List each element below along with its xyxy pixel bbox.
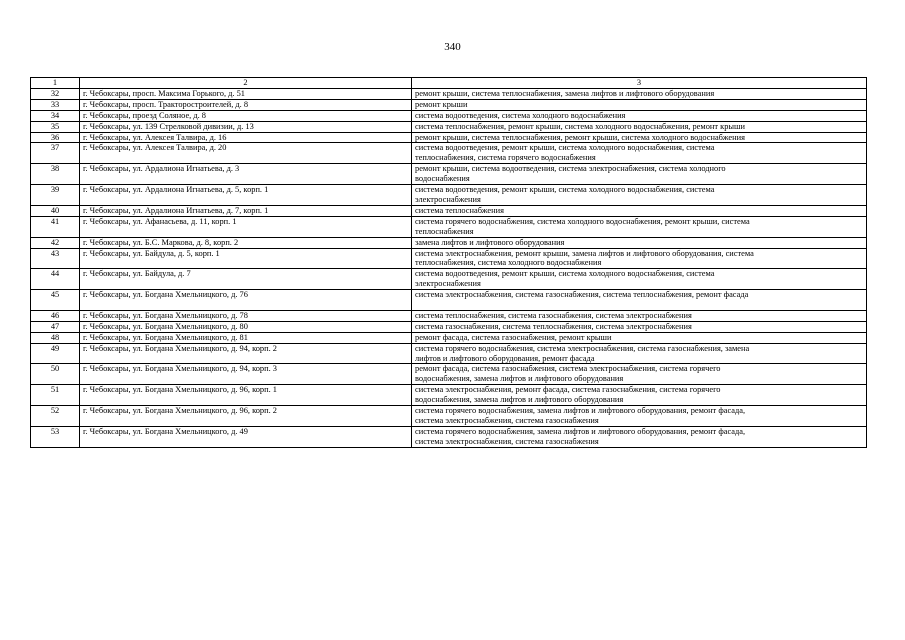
row-number: 52 [31,406,80,427]
row-works [412,343,867,364]
row-works-line: система горячего водоснабжения, система электроснабжения, система газоснабжения, замена [415,343,750,353]
row-works-line: теплоснабжения, система горячего водоснабжения [415,153,596,163]
row-address: г. Чебоксары, ул. Алексея Талвира, д. 20 [80,143,412,164]
row-works-line: теплоснабжения [415,226,474,236]
row-address: г. Чебоксары, ул. Богдана Хмельницкого, д. 49 [80,426,412,447]
row-number: 42 [31,237,80,248]
row-works-line: система теплоснабжения, система газоснабжения, система электроснабжения [415,310,692,320]
row-works-line: лифтов и лифтового оборудования, ремонт фасада [415,353,595,363]
row-number: 39 [31,185,80,206]
row-works-line: электроснабжения [415,279,481,289]
row-works-line: ремонт крыши, система теплоснабжения, ремонт крыши, система холодного водоснабжения [415,132,745,142]
row-number: 43 [31,248,80,269]
row-address: г. Чебоксары, ул. Байдула, д. 5, корп. 1 [80,248,412,269]
row-address: г. Чебоксары, ул. Б.С. Маркова, д. 8, корп. 2 [80,237,412,248]
row-number: 47 [31,321,80,332]
row-works [412,406,867,427]
table-row [31,248,867,269]
row-number: 45 [31,290,80,311]
row-address: г. Чебоксары, ул. Богдана Хмельницкого, д. 96, корп. 2 [80,406,412,427]
row-works [412,132,867,143]
row-works-line: ремонт крыши, система теплоснабжения, замена лифтов и лифтового оборудования [415,88,715,98]
row-works-line: система горячего водоснабжения, замена лифтов и лифтового оборудования, ремонт фасада, [415,406,746,416]
row-address: г. Чебоксары, ул. Ардалиона Игнатьева, д. 3 [80,164,412,185]
table-row [31,237,867,248]
row-address: г. Чебоксары, ул. 139 Стрелковой дивизии, д. 13 [80,121,412,132]
row-works [412,385,867,406]
row-works-line [415,300,863,310]
row-works-line: система водоотведения, ремонт крыши, система холодного водоснабжения, система [415,269,715,279]
table-row [31,290,867,311]
row-works [412,290,867,311]
row-works-line: ремонт крыши, система водоотведения, система электроснабжения, система холодного [415,164,726,174]
table-row [31,321,867,332]
row-works [412,121,867,132]
table-row [31,88,867,99]
row-works-line: система горячего водоснабжения, замена лифтов и лифтового оборудования, ремонт фасада, [415,426,746,436]
housing-repair-table [30,77,867,448]
row-works [412,99,867,110]
row-works [412,237,867,248]
row-works [412,143,867,164]
row-works-line: система теплоснабжения, ремонт крыши, система холодного водоснабжения, ремонт крыши [415,121,745,131]
row-number: 37 [31,143,80,164]
row-works [412,332,867,343]
row-number: 33 [31,99,80,110]
row-number: 35 [31,121,80,132]
table-row [31,143,867,164]
row-address: г. Чебоксары, ул. Богдана Хмельницкого, д. 94, корп. 3 [80,364,412,385]
row-works-line: система электроснабжения, система газоснабжения [415,436,599,446]
table-row [31,99,867,110]
row-address: г. Чебоксары, ул. Афанасьева, д. 11, корп. 1 [80,216,412,237]
table-row [31,310,867,321]
row-number: 49 [31,343,80,364]
row-works-line: водоснабжения [415,174,470,184]
table-row [31,343,867,364]
row-address: г. Чебоксары, ул. Богдана Хмельницкого, д. 78 [80,310,412,321]
row-works-line: водоснабжения, замена лифтов и лифтового оборудования [415,395,624,405]
row-number: 32 [31,88,80,99]
row-works-line: система горячего водоснабжения, система холодного водоснабжения, ремонт крыши, система [415,216,750,226]
row-works-line: ремонт фасада, система газоснабжения, система электроснабжения, система горячего [415,364,721,374]
row-works-line: система газоснабжения, система теплоснабжения, система электроснабжения [415,321,692,331]
row-number: 53 [31,426,80,447]
column-header-works: 3 [412,78,867,89]
row-address: г. Чебоксары, ул. Алексея Талвира, д. 16 [80,132,412,143]
row-works [412,310,867,321]
table-row [31,332,867,343]
page-number: 340 [444,41,461,53]
table-row [31,132,867,143]
row-works [412,185,867,206]
row-number: 51 [31,385,80,406]
row-address: г. Чебоксары, ул. Богдана Хмельницкого, д. 96, корп. 1 [80,385,412,406]
row-works [412,426,867,447]
row-works-line: замена лифтов и лифтового оборудования [415,237,565,247]
row-number: 36 [31,132,80,143]
row-works-line: система электроснабжения, ремонт фасада, система газоснабжения, система горячего [415,385,721,395]
row-works-line: система водоотведения, ремонт крыши, система холодного водоснабжения, система [415,143,715,153]
row-works [412,88,867,99]
table-header-row [31,78,867,89]
column-header-number: 1 [31,78,80,89]
row-works [412,364,867,385]
row-works-line: система водоотведения, ремонт крыши, система холодного водоснабжения, система [415,185,715,195]
row-address: г. Чебоксары, ул. Богдана Хмельницкого, д. 81 [80,332,412,343]
row-address: г. Чебоксары, ул. Богдана Хмельницкого, д. 94, корп. 2 [80,343,412,364]
row-works [412,321,867,332]
table-row [31,164,867,185]
row-works-line: система электроснабжения, система газоснабжения, система теплоснабжения, ремонт фасада [415,290,749,300]
row-address: г. Чебоксары, просп. Максима Горького, д. 51 [80,88,412,99]
table-row [31,269,867,290]
row-number: 40 [31,205,80,216]
column-header-address: 2 [80,78,412,89]
table-row [31,385,867,406]
row-works-line: водоснабжения, замена лифтов и лифтового оборудования [415,374,624,384]
row-address: г. Чебоксары, ул. Ардалиона Игнатьева, д. 7, корп. 1 [80,205,412,216]
row-works [412,110,867,121]
row-works [412,205,867,216]
row-works-line: система электроснабжения, ремонт крыши, замена лифтов и лифтового оборудования, система [415,248,754,258]
row-number: 34 [31,110,80,121]
row-works-line: теплоснабжения, система холодного водоснабжения [415,258,602,268]
row-works [412,164,867,185]
row-number: 41 [31,216,80,237]
table-row [31,205,867,216]
row-works [412,216,867,237]
table-row [31,406,867,427]
row-address: г. Чебоксары, просп. Тракторостроителей, д. 8 [80,99,412,110]
row-works [412,248,867,269]
row-number: 44 [31,269,80,290]
table-row [31,110,867,121]
row-number: 48 [31,332,80,343]
row-address: г. Чебоксары, проезд Соляное, д. 8 [80,110,412,121]
row-number: 50 [31,364,80,385]
table-row [31,426,867,447]
row-number: 38 [31,164,80,185]
row-works-line: система электроснабжения, система газоснабжения [415,416,599,425]
row-works-line: система водоотведения, система холодного водоснабжения [415,110,626,120]
row-works-line: ремонт крыши [415,99,468,109]
row-address: г. Чебоксары, ул. Богдана Хмельницкого, д. 76 [80,290,412,311]
row-works-line: система теплоснабжения [415,205,504,215]
row-works [412,269,867,290]
table-row [31,364,867,385]
row-address: г. Чебоксары, ул. Богдана Хмельницкого, д. 80 [80,321,412,332]
row-works-line: электроснабжения [415,194,481,204]
table-row [31,216,867,237]
row-number: 46 [31,310,80,321]
table-row [31,121,867,132]
table-row [31,185,867,206]
row-address: г. Чебоксары, ул. Ардалиона Игнатьева, д. 5, корп. 1 [80,185,412,206]
row-address: г. Чебоксары, ул. Байдула, д. 7 [80,269,412,290]
row-works-line: ремонт фасада, система газоснабжения, ремонт крыши [415,332,612,342]
